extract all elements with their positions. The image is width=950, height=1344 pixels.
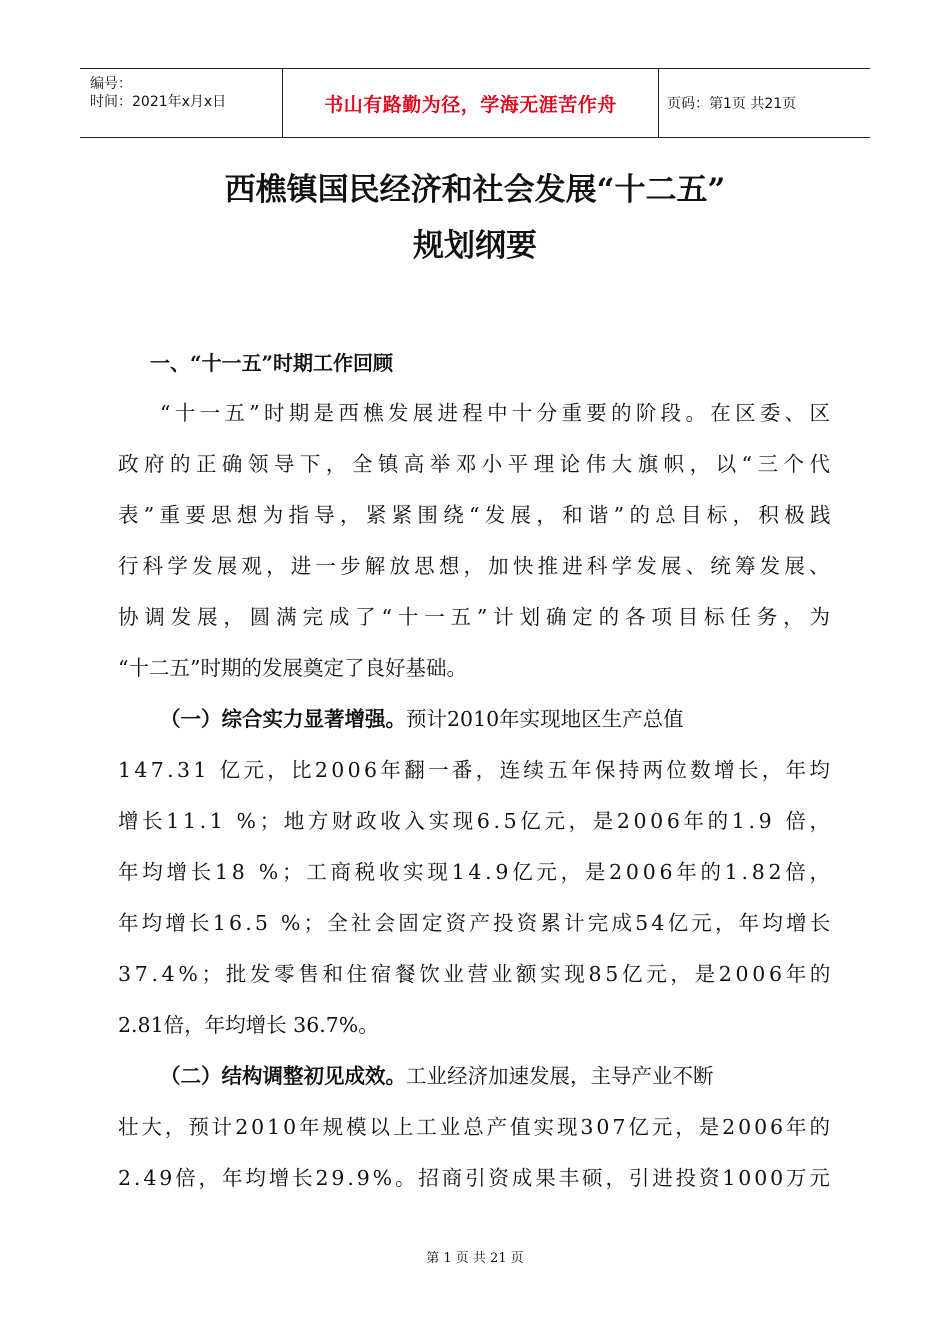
motto-text: 书山有路勤为径，学海无涯苦作舟 xyxy=(324,93,617,116)
subsection-heading: （一）综合实力显著增强。 xyxy=(160,707,406,731)
document-title-line2: 规划纲要 xyxy=(413,228,537,264)
header-motto-cell xyxy=(283,69,659,137)
paragraph-line: 行科学发展观，进一步解放思想，加快推进科学发展、统筹发展、 xyxy=(118,554,834,578)
paragraph-line: 壮大，预计2010年规模以上工业总产值实现307亿元，是2006年的 xyxy=(118,1115,833,1139)
paragraph-line: 37.4%；批发零售和住宿餐饮业营业额实现85亿元，是2006年的 xyxy=(118,962,835,986)
paragraph-line: 政府的正确领导下，全镇高举邓小平理论伟大旗帜，以“三个代 xyxy=(118,452,836,476)
page-footer: 第 1 页 共 21 页 xyxy=(426,1251,524,1266)
time-label: 时间：2021年x月x日 xyxy=(90,94,227,110)
paragraph-line: （一）综合实力显著增强。预计2010年实现地区生产总值 xyxy=(160,707,684,731)
paragraph-line: “十二五”时期的发展奠定了良好基础。 xyxy=(118,656,467,680)
paragraph-line: 2.81倍，年均增长 36.7%。 xyxy=(118,1013,379,1037)
section-heading: 一、“十一五”时期工作回顾 xyxy=(150,351,394,375)
paragraph-line: 协调发展，圆满完成了“十一五”计划确定的各项目标任务，为 xyxy=(118,605,836,629)
paragraph-line: 147.31 亿元，比2006年翻一番，连续五年保持两位数增长，年均 xyxy=(118,758,834,782)
paragraph-line: 年均增长18 %；工商税收实现14.9亿元，是2006年的1.82倍， xyxy=(118,860,834,884)
page-info: 页码：第1页 共21页 xyxy=(667,96,797,112)
paragraph-line: （二）结构调整初见成效。工业经济加速发展，主导产业不断 xyxy=(160,1064,714,1088)
subsection-heading: （二）结构调整初见成效。 xyxy=(160,1064,406,1088)
paragraph-line: 2.49倍，年均增长29.9%。招商引资成果丰硕，引进投资1000万元 xyxy=(118,1166,833,1190)
paragraph-line: 增长11.1 %；地方财政收入实现6.5亿元，是2006年的1.9 倍， xyxy=(118,809,834,833)
number-label: 编号： xyxy=(90,76,132,92)
header-meta-cell xyxy=(80,69,283,137)
header-page-cell xyxy=(659,69,870,137)
paragraph-line: “十一五”时期是西樵发展进程中十分重要的阶段。在区委、区 xyxy=(160,401,835,425)
document-title-line1: 西樵镇国民经济和社会发展“十二五” xyxy=(224,172,726,208)
paragraph-line: 年均增长16.5 %；全社会固定资产投资累计完成54亿元，年均增长 xyxy=(118,911,834,935)
paragraph-line: 表”重要思想为指导，紧紧围绕“发展，和谐”的总目标，积极践 xyxy=(118,503,836,527)
document-header xyxy=(80,68,870,138)
